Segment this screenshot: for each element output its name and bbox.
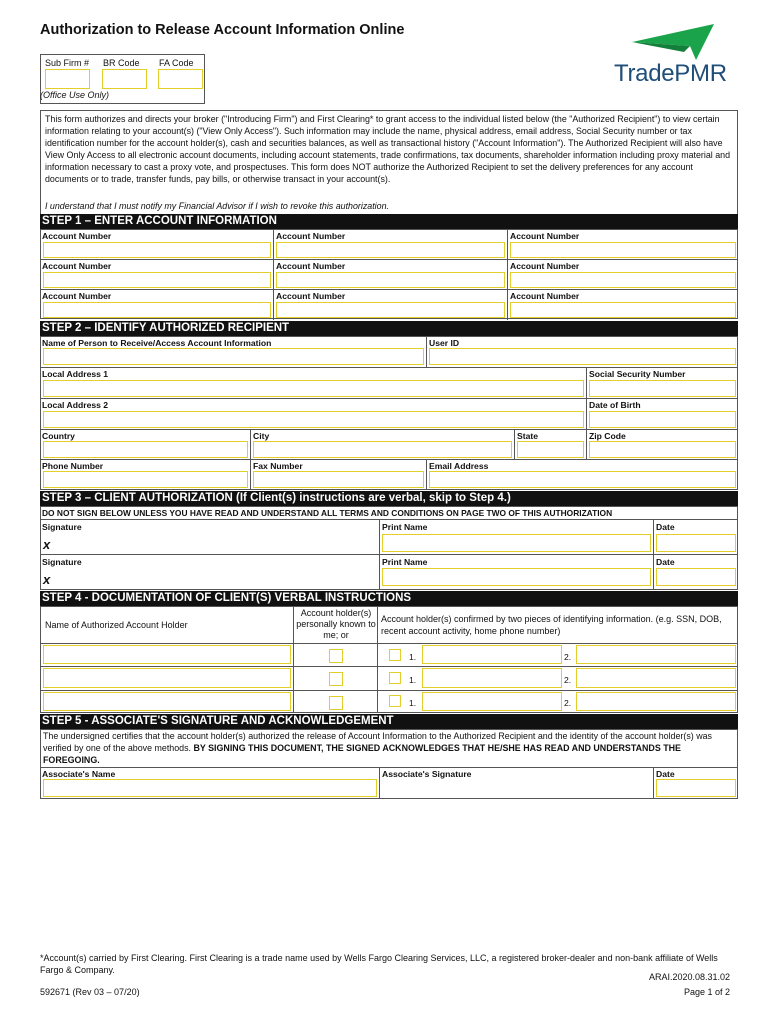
holder-name-field-3[interactable] <box>43 692 291 711</box>
item-number: 1. <box>409 698 417 708</box>
state-field[interactable] <box>517 441 584 458</box>
holder-name-field-2[interactable] <box>43 668 291 688</box>
ssn-field[interactable] <box>589 380 736 397</box>
br-code-label: BR Code <box>103 58 140 68</box>
associate-signature-label: Associate's Signature <box>382 769 472 779</box>
date-field-2[interactable] <box>656 568 736 586</box>
step5-heading: STEP 5 - ASSOCIATE'S SIGNATURE AND ACKNOWLEDGEMENT <box>40 714 738 729</box>
revision-number: 592671 (Rev 03 – 07/20) <box>40 987 140 997</box>
recipient-grid <box>40 336 738 490</box>
date-label: Date <box>656 522 675 532</box>
signature-label: Signature <box>42 522 82 532</box>
state-label: State <box>517 431 539 441</box>
br-code-field[interactable] <box>102 69 147 89</box>
fax-label: Fax Number <box>253 461 303 471</box>
step2-heading: STEP 2 – IDENTIFY AUTHORIZED RECIPIENT <box>40 321 738 336</box>
associate-acknowledgement-grid <box>40 729 738 799</box>
account-number-label: Account Number <box>276 291 346 301</box>
signature-x-mark: x <box>43 537 51 552</box>
account-number-label: Account Number <box>42 261 112 271</box>
acknowledgement-statement: BY SIGNING THIS DOCUMENT, THE SIGNED ACKNOWLEDGES THAT HE/SHE HAS READ AND UNDERSTANDS THE FOREGOING. <box>43 742 681 765</box>
do-not-sign-warning: DO NOT SIGN BELOW UNLESS YOU HAVE READ AND UNDERSTAND ALL TERMS AND CONDITIONS ON PAGE TWO OF THIS AUTHORIZATION <box>42 508 613 518</box>
account-number-label: Account Number <box>510 231 580 241</box>
associate-date-label: Date <box>656 769 675 779</box>
ssn-label: Social Security Number <box>589 369 686 379</box>
signature-x-mark: x <box>43 572 51 587</box>
account-number-label: Account Number <box>42 231 112 241</box>
confirmed-checkbox-3[interactable] <box>389 695 401 707</box>
email-label: Email Address <box>429 461 489 471</box>
local-address-1-field[interactable] <box>43 380 584 397</box>
city-field[interactable] <box>253 441 512 458</box>
local-address-2-field[interactable] <box>43 411 584 428</box>
user-id-label: User ID <box>429 338 460 348</box>
recipient-name-field[interactable] <box>43 348 424 365</box>
associate-name-label: Associate's Name <box>42 769 116 779</box>
id-info-2-field-2[interactable] <box>576 668 736 688</box>
item-number: 2. <box>564 652 572 662</box>
personally-known-checkbox-2[interactable] <box>329 672 343 686</box>
personally-known-checkbox-3[interactable] <box>329 696 343 710</box>
print-name-field-1[interactable] <box>382 534 651 552</box>
certification-statement: The undersigned certifies that the account holder(s) authorized the release of Account Information to the Authorized Recipient and the identity of the account holder(s) was verified by one of the above methods. <box>43 731 712 753</box>
confirmed-checkbox-1[interactable] <box>389 649 401 661</box>
logo-text: TradePMR <box>614 60 727 87</box>
intro-paragraph: This form authorizes and directs your broker ("Introducing Firm") and First Clearing* to grant access to the individual listed below (the "Authorized Recipient") to view certain information relating to your account(s) ("View Only Access"). Such information may include the name, physical address, email address, Social Security number or tax identification number for the account holder(s), cash and securities balances, as well as transactional history ("Account Information"). The Authorized Recipient will also have View Only Access to all electronic account documents, including account statements, trade confirmations, tax documents, shareholder information including proxy material and information necessary to cast a proxy vote, and prospectuses. This form does NOT authorize the Authorized Recipient to set the delivery preferences for any account documents or to trade, transfer funds, pay bills, or otherwise transact in your account(s). <box>45 114 731 184</box>
country-label: Country <box>42 431 75 441</box>
intro-section <box>40 110 738 214</box>
associate-date-field[interactable] <box>656 779 736 797</box>
date-field-1[interactable] <box>656 534 736 552</box>
form-title: Authorization to Release Account Information Online <box>40 22 405 38</box>
account-number-field-3[interactable] <box>510 242 736 258</box>
account-number-label: Account Number <box>276 261 346 271</box>
account-number-label: Account Number <box>276 231 346 241</box>
step3-heading: STEP 3 – CLIENT AUTHORIZATION (If Client(s) instructions are verbal, skip to Step 4.) <box>40 491 738 506</box>
zip-field[interactable] <box>589 441 736 458</box>
recipient-name-label: Name of Person to Receive/Access Account Information <box>42 338 272 348</box>
logo-swoosh-icon <box>610 22 730 62</box>
account-number-grid <box>40 229 738 319</box>
account-number-field-4[interactable] <box>43 272 271 288</box>
sub-firm-label: Sub Firm # <box>45 58 90 68</box>
personally-known-header: Account holder(s) personally known to me; or <box>296 608 376 640</box>
id-info-1-field-3[interactable] <box>422 692 562 711</box>
fa-code-field[interactable] <box>158 69 203 89</box>
phone-field[interactable] <box>43 471 248 488</box>
confirmed-id-header: Account holder(s) confirmed by two pieces of identifying information. (e.g. SSN, DOB, recent account activity, home phone number) <box>381 614 722 636</box>
verbal-instructions-grid <box>40 606 738 713</box>
local-address-2-label: Local Address 2 <box>42 400 109 410</box>
dob-label: Date of Birth <box>589 400 641 410</box>
account-number-label: Account Number <box>510 261 580 271</box>
office-use-note: (Office Use Only) <box>40 90 110 100</box>
print-name-label: Print Name <box>382 557 428 567</box>
dob-field[interactable] <box>589 411 736 428</box>
item-number: 1. <box>409 675 417 685</box>
sub-firm-field[interactable] <box>45 69 90 89</box>
account-number-label: Account Number <box>510 291 580 301</box>
id-info-2-field-1[interactable] <box>576 645 736 664</box>
account-number-field-1[interactable] <box>43 242 271 258</box>
item-number: 1. <box>409 652 417 662</box>
item-number: 2. <box>564 675 572 685</box>
form-code: ARAI.2020.08.31.02 <box>648 972 730 982</box>
account-number-field-8[interactable] <box>276 302 505 318</box>
associate-name-field[interactable] <box>43 779 377 797</box>
country-field[interactable] <box>43 441 248 458</box>
certification-text <box>43 731 735 766</box>
tradepmr-logo <box>610 22 730 92</box>
confirmed-checkbox-2[interactable] <box>389 672 401 684</box>
print-name-label: Print Name <box>382 522 428 532</box>
phone-label: Phone Number <box>42 461 104 471</box>
account-number-label: Account Number <box>42 291 112 301</box>
account-number-field-2[interactable] <box>276 242 505 258</box>
account-number-field-9[interactable] <box>510 302 736 318</box>
footnote: *Account(s) carried by First Clearing. First Clearing is a trade name used by Wells Fargo Clearing Services, LLC, a registered broker-dealer and non-bank affiliate of Wells Fargo & Company. <box>40 953 718 975</box>
page-number: Page 1 of 2 <box>683 987 730 997</box>
personally-known-checkbox-1[interactable] <box>329 649 343 663</box>
fax-field[interactable] <box>253 471 424 488</box>
date-label: Date <box>656 557 675 567</box>
id-info-1-field-1[interactable] <box>422 645 562 664</box>
step1-heading: STEP 1 – ENTER ACCOUNT INFORMATION <box>40 214 738 229</box>
holder-name-field-1[interactable] <box>43 645 291 664</box>
step4-heading: STEP 4 - DOCUMENTATION OF CLIENT(S) VERBAL INSTRUCTIONS <box>40 591 738 606</box>
account-number-field-6[interactable] <box>510 272 736 288</box>
zip-label: Zip Code <box>589 431 626 441</box>
account-number-field-5[interactable] <box>276 272 505 288</box>
user-id-field[interactable] <box>429 348 736 365</box>
city-label: City <box>253 431 270 441</box>
client-authorization-grid <box>40 506 738 590</box>
fa-code-label: FA Code <box>159 58 194 68</box>
id-info-1-field-2[interactable] <box>422 668 562 688</box>
revoke-notice: I understand that I must notify my Financial Advisor if I wish to revoke this authorization. <box>45 201 389 211</box>
id-info-2-field-3[interactable] <box>576 692 736 711</box>
signature-label: Signature <box>42 557 82 567</box>
email-field[interactable] <box>429 471 736 488</box>
local-address-1-label: Local Address 1 <box>42 369 109 379</box>
print-name-field-2[interactable] <box>382 568 651 586</box>
account-number-field-7[interactable] <box>43 302 271 318</box>
item-number: 2. <box>564 698 572 708</box>
holder-column-header: Name of Authorized Account Holder <box>45 620 188 630</box>
